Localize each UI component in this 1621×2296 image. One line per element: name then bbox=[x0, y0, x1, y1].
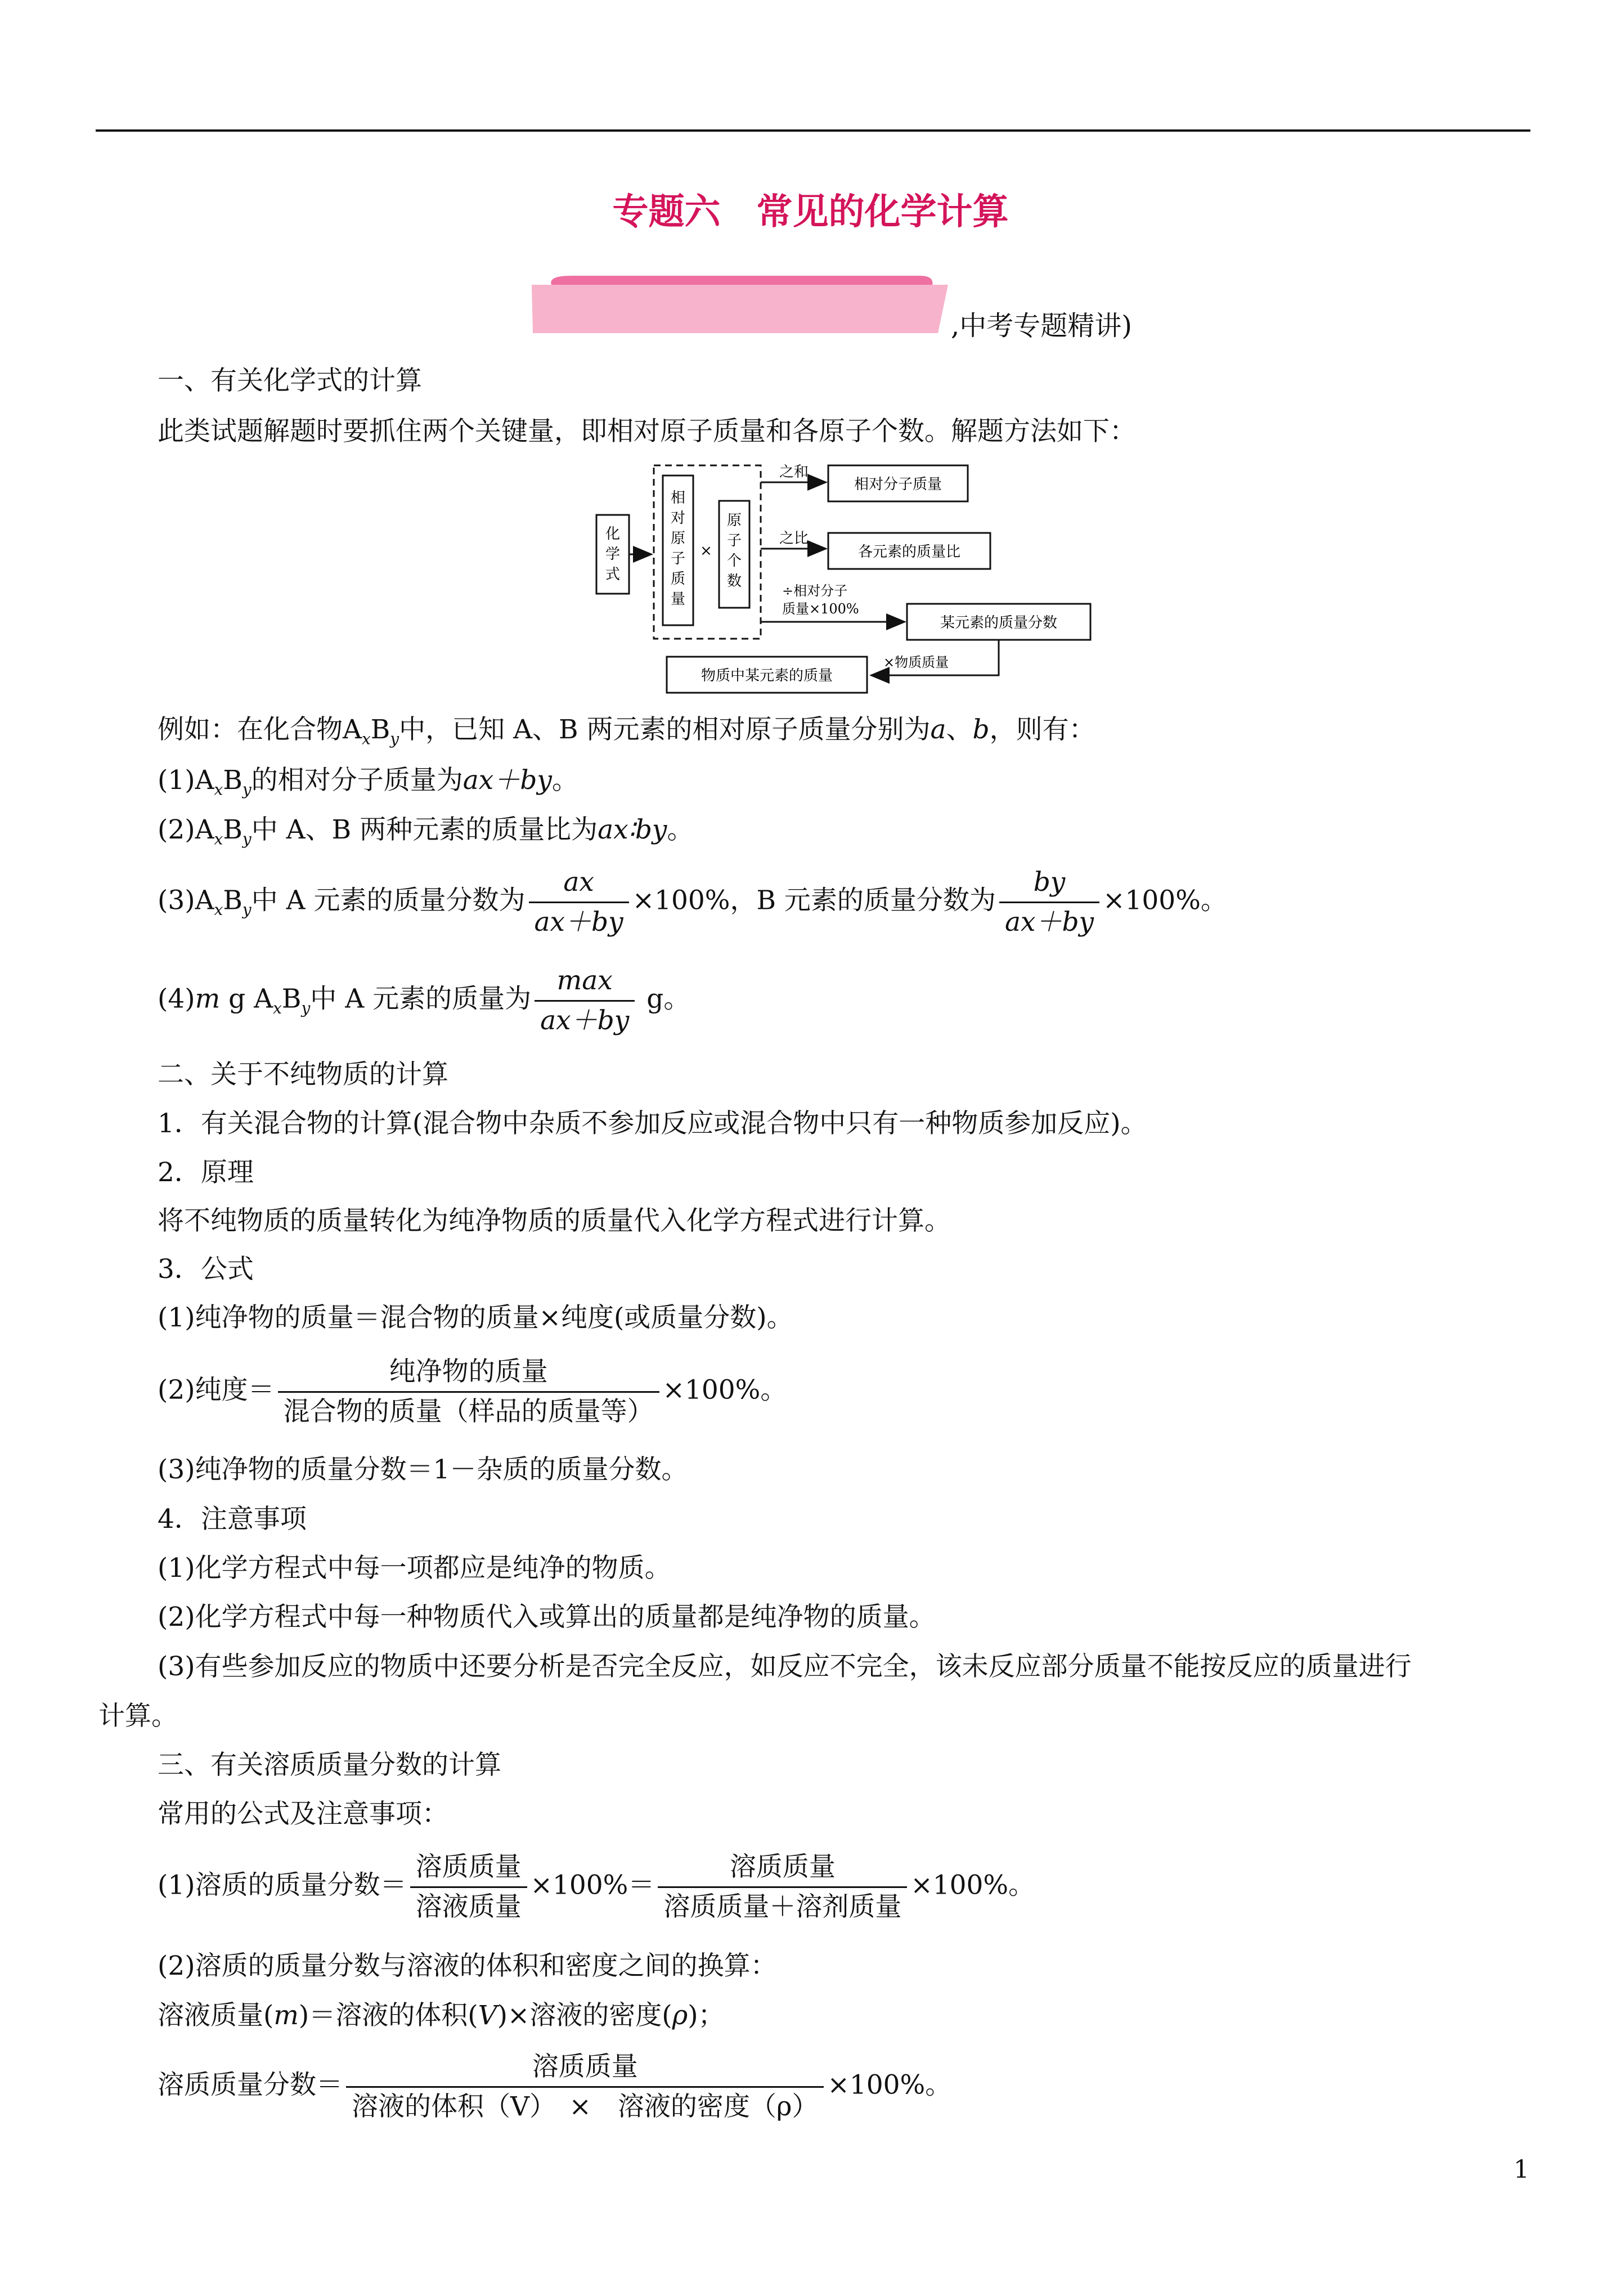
note-3b: 计算。 bbox=[98, 1701, 178, 1732]
section1-heading: 一、有关化学式的计算 bbox=[158, 365, 422, 396]
svg-text:÷相对分子: ÷相对分子 bbox=[782, 583, 848, 599]
section2-heading: 二、关于不纯物质的计算 bbox=[158, 1059, 448, 1090]
item-3: $(3)A_xB_y$中 A 元素的质量分数为 $\frac{ax}{ax+by}$ ×100%，B 元素的质量分数为 $\frac{by}{ax+by}$ ×100%。 bbox=[158, 867, 1227, 938]
item-2: $(2)A_xB_y$中 A、B 两种元素的质量比为ax∶by。 bbox=[158, 814, 694, 849]
section3-intro: 常用的公式及注意事项： bbox=[158, 1799, 448, 1829]
formula-1: (1)纯净物的质量＝混合物的质量×纯度(或质量分数)。 bbox=[158, 1302, 793, 1333]
svg-text:物质中某元素的质量: 物质中某元素的质量 bbox=[701, 667, 833, 684]
section-banner bbox=[532, 273, 948, 335]
fraction-b: $\frac{by}{ax+by}$ bbox=[999, 867, 1099, 938]
solute-fraction-density-formula: 溶质质量分数＝ $\frac{\text{溶质质量}}{\text{溶液的体积（V） × 溶液的密度（ρ）}}$ ×100%。 bbox=[158, 2051, 952, 2122]
solution-mass-formula: 溶液质量(m)＝溶液的体积(V)×溶液的密度(ρ)； bbox=[158, 2000, 725, 2031]
page-number: 1 bbox=[1514, 2155, 1529, 2184]
section2-line-3: 将不纯物质的质量转化为纯净物质的质量代入化学方程式进行计算。 bbox=[158, 1205, 951, 1236]
formula-2: (2)纯度＝ $\frac{\text{纯净物的质量}}{\text{混合物的质量（样品的质量等）}}$ ×100%。 bbox=[158, 1356, 787, 1427]
svg-text:之和: 之和 bbox=[779, 464, 809, 481]
section2-line-1: 1．有关混合物的计算(混合物中杂质不参加反应或混合物中只有一种物质参加反应)。 bbox=[158, 1108, 1147, 1139]
note-1: (1)化学方程式中每一项都应是纯净的物质。 bbox=[158, 1553, 671, 1584]
note-2: (2)化学方程式中每一种物质代入或算出的质量都是纯净物的质量。 bbox=[158, 1602, 936, 1633]
svg-text:×: × bbox=[700, 542, 712, 559]
svg-text:相对分子质量: 相对分子质量 bbox=[854, 476, 942, 493]
svg-text:化学式: 化学式 bbox=[605, 526, 621, 583]
svg-text:质量×100%: 质量×100% bbox=[782, 601, 859, 617]
page-title: 专题六 常见的化学计算 bbox=[612, 191, 1009, 233]
top-rule bbox=[96, 129, 1530, 132]
fraction-max: $\frac{\max}{ax+by}$ bbox=[535, 965, 635, 1037]
section2-line-5: 4．注意事项 bbox=[158, 1504, 307, 1535]
section2-line-2: 2．原理 bbox=[158, 1157, 254, 1188]
item-4: (4)m g $A_xB_y$中 A 元素的质量为 $\frac{\max}{ax+by}$ g。 bbox=[158, 965, 690, 1036]
svg-text:相对原子质量: 相对原子质量 bbox=[670, 490, 686, 608]
section3-heading: 三、有关溶质质量分数的计算 bbox=[158, 1750, 501, 1781]
note-3a: (3)有些参加反应的物质中还要分析是否完全反应，如反应不完全，该未反应部分质量不能按反应的质量进行 bbox=[158, 1651, 1412, 1682]
formula-3: (3)纯净物的质量分数＝1－杂质的质量分数。 bbox=[158, 1454, 688, 1485]
conversion-note: (2)溶质的质量分数与溶液的体积和密度之间的换算： bbox=[158, 1950, 777, 1981]
svg-text:×物质质量: ×物质质量 bbox=[883, 654, 949, 670]
svg-text:原子个数: 原子个数 bbox=[726, 512, 742, 590]
fraction-a: $\frac{ax}{ax+by}$ bbox=[529, 867, 629, 938]
svg-text:之比: 之比 bbox=[779, 530, 809, 547]
section1-intro: 此类试题解题时要抓住两个关键量，即相对原子质量和各原子个数。解题方法如下： bbox=[158, 416, 1136, 447]
item-1: $(1)A_xB_y$的相对分子质量为ax＋by。 bbox=[158, 765, 578, 799]
calculation-flow-diagram bbox=[591, 459, 1097, 701]
svg-text:某元素的质量分数: 某元素的质量分数 bbox=[940, 615, 1058, 631]
example-line: 例如：在化合物$A_xB_y$中，已知 A、B 两元素的相对原子质量分别为a、b，则有： bbox=[158, 714, 1095, 748]
solute-fraction-formula: (1)溶质的质量分数＝ $\frac{\text{溶质质量}}{\text{溶液质量}}$ ×100%＝ $\frac{\text{溶质质量}}{\text{溶质质量＋溶剂质量}}$ ×100%。 bbox=[158, 1851, 1035, 1922]
svg-text:各元素的质量比: 各元素的质量比 bbox=[857, 544, 961, 560]
banner-label: ,中考专题精讲) bbox=[951, 310, 1132, 342]
section2-line-4: 3．公式 bbox=[158, 1254, 254, 1285]
